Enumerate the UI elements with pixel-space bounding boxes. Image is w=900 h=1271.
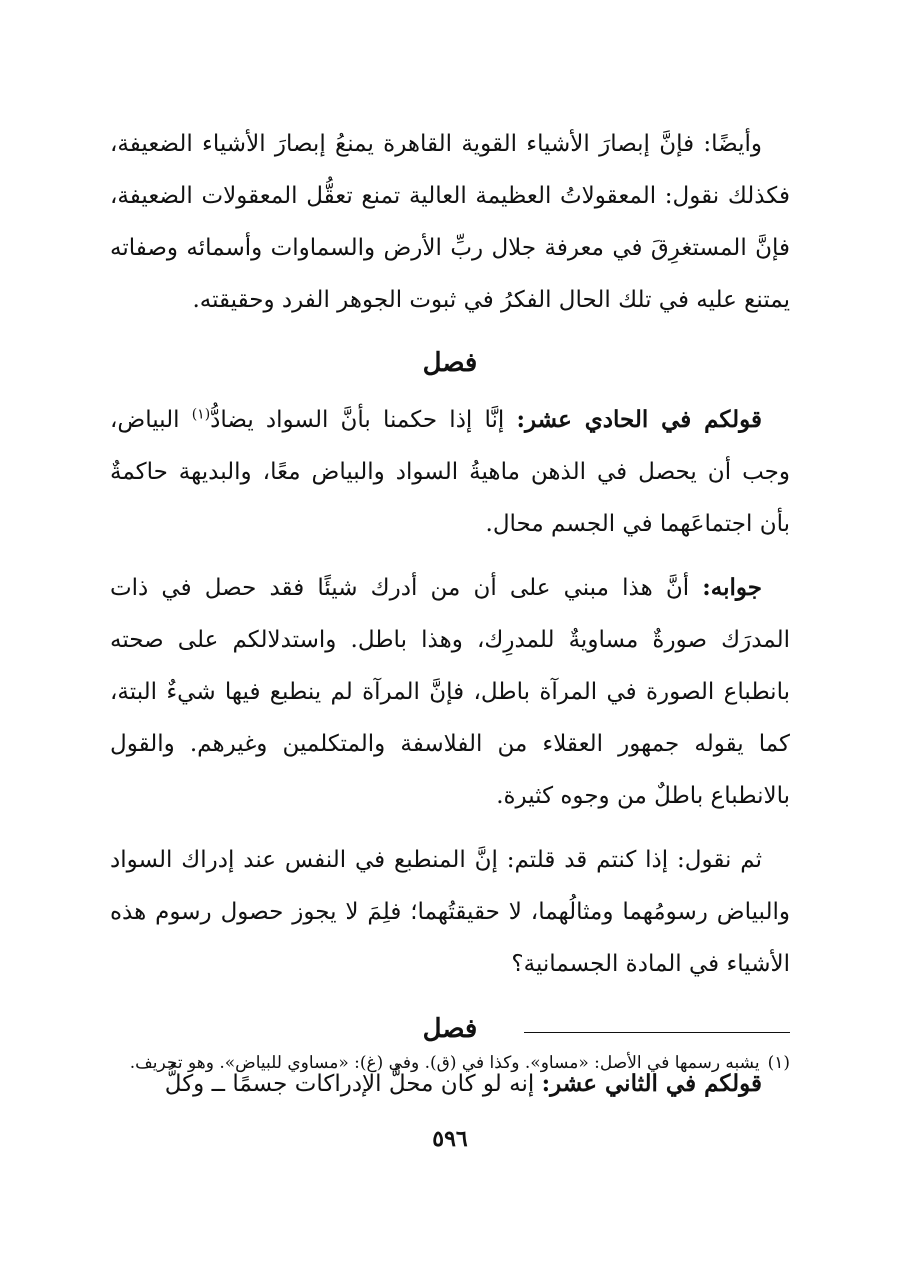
paragraph-text: إنه لو كان محلُّ الإدراكات جسمًا ــ وكلُّ xyxy=(164,1071,542,1097)
paragraph-4: ثم نقول: إذا كنتم قد قلتم: إنَّ المنطبع في النفس عند إدراك السواد والبياض رسومُهما ومثالُهما، لا حقيقتُهما؛ فلِمَ لا يجوز حصول رسوم هذه الأشياء في المادة الجسمانية؟ xyxy=(110,847,790,977)
paragraph-text: البياض، وجب أن يحصل في الذهن ماهيةُ السواد والبياض معًا، والبديهة حاكمةٌ بأن اجتماعَهما في الجسم محال. xyxy=(110,407,790,537)
footnote xyxy=(110,1046,790,1080)
paragraph-text: إنَّا إذا حكمنا بأنَّ السواد يضادُّ xyxy=(210,407,517,433)
paragraph-2 xyxy=(110,394,790,550)
main-text xyxy=(110,118,790,1110)
paragraph-lead: جوابه: xyxy=(702,574,762,601)
page-number: ٥٩٦ xyxy=(432,1126,468,1152)
footnote-number: (١) xyxy=(767,1053,790,1073)
paragraph-lead: قولكم في الثاني عشر: xyxy=(541,1070,762,1097)
section-heading: فصل xyxy=(422,348,478,378)
section-heading: فصل xyxy=(422,1014,478,1044)
paragraph-1: وأيضًا: فإنَّ إبصارَ الأشياء القوية القاهرة يمنعُ إبصارَ الأشياء الضعيفة، فكذلك نقول: المعقولاتُ العظيمة العالية تمنع تعقُّل المعقولات الضعيفة، فإنَّ المستغرِقَ في معرفة جلال ربِّ الأرض والسماوات وأسمائه وصفاته يمتنع عليه في تلك الحال الفكرُ في ثبوت الجوهر الفرد وحقيقته. xyxy=(110,131,790,313)
paragraph-text: أنَّ هذا مبني على أن من أدرك شيئًا فقد حصل في ذات المدرَك صورةٌ مساويةٌ للمدرِك، وهذا باطل. واستدلالكم على صحته بانطباع الصورة في المرآة باطل، فإنَّ المرآة لم ينطبع فيها شيءٌ البتة، كما يقوله جمهور العقلاء من الفلاسفة والمتكلمين وغيرهم. والقول بالانطباع باطلٌ من وجوه كثيرة. xyxy=(110,575,790,809)
footnote-text: يشبه رسمها في الأصل: «مساو». وكذا في (ق). وفي (غ): «مساوي للبياض». وهو تحريف. xyxy=(129,1053,760,1073)
paragraph-lead: قولكم في الحادي عشر: xyxy=(516,406,763,433)
paragraph-3 xyxy=(110,562,790,822)
footnote-separator xyxy=(524,1032,790,1033)
footnote-reference[interactable]: (١) xyxy=(191,406,211,423)
